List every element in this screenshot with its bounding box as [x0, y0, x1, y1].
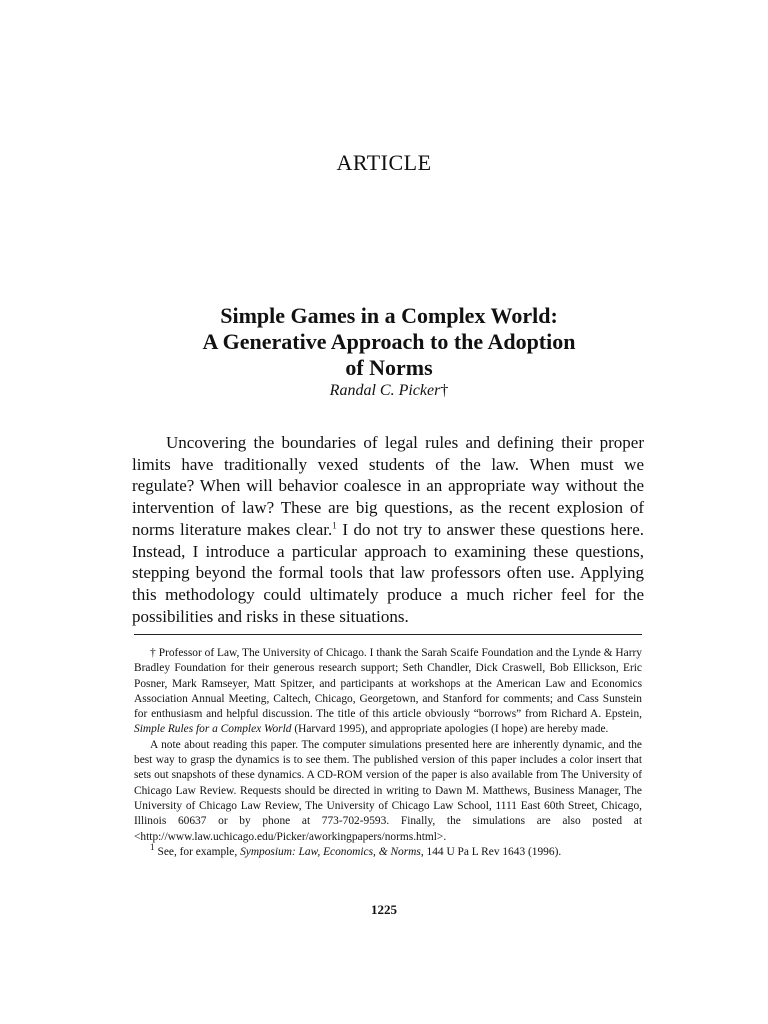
footnote-reading-note: A note about reading this paper. The computer simulations presented here are inherently dynamic, and the best way to grasp the dynamics is to see them. The published version of this paper includes a color insert that sets out snapshots of these dynamics. A CD-ROM version of the paper is also available from The University of Chicago Law Review. Requests should be directed in writing to Dawn M. Matthews, Business Manager, The University of Chicago Law Review, The University of Chicago Law School, 1111 East 60th Street, Chicago, Illinois 60637 or by phone at 773-702-9593. Finally, the simulations are also posted at <http://www.law.uchicago.edu/Picker/aworkingpapers/norms.html>.: [134, 738, 642, 843]
footnote-dagger-text-b: (Harvard 1995), and appropriate apologies (I hope) are hereby made.: [291, 723, 609, 736]
footnote-1: [134, 842, 642, 860]
footnote-1-symposium: Symposium: Law, Economics, & Norms: [240, 845, 421, 858]
intro-text-part-1: Uncovering the boundaries of legal rules and defining their proper limits have traditionally vexed students of the law. When must we regulate? When will behavior coalesce in an appropriate way without the intervention of law? These are big questions, as the recent explosion of norms literature makes clear.: [132, 433, 644, 539]
intro-paragraph: [132, 432, 644, 627]
footnote-1-text-b: , 144 U Pa L Rev 1643 (1996).: [420, 845, 562, 858]
footnote-ref-1[interactable]: 1: [332, 520, 337, 531]
intro-text-part-2: I do not try to answer these questions here. Instead, I introduce a particular approach to examining these questions, stepping beyond the formal tools that law professors often use. Applying this methodology could ultimately produce a much richer feel for the possibilities and risks in these situations.: [132, 519, 644, 626]
footnote-1-mark: 1: [150, 842, 155, 853]
author-byline: [120, 382, 658, 400]
article-title: [120, 303, 658, 381]
footnote-book-title: Simple Rules for a Complex World: [134, 723, 292, 736]
title-line-2: A Generative Approach to the Adoption: [202, 329, 576, 354]
title-line-1: Simple Games in a Complex World:: [220, 303, 558, 328]
footnote-dagger-text-a: Professor of Law, The University of Chicago. I thank the Sarah Scaife Foundation and the Lynde & Harry Bradley Foundation for their generous research support; Seth Chandler, Dick Craswell, Bob Ellickson, Eric Posner, Mark Ramseyer, Matt Spitzer, and participants at workshops at the American Law and Economics Association Annual Meeting, Caltech, Chicago, Georgetown, and Stanford for comments; and Cass Sunstein for enthusiasm and helpful discussion. The title of this article obviously “borrows” from Richard A. Epstein,: [134, 647, 642, 721]
footnote-dagger: [134, 646, 642, 738]
author-footnote-mark: †: [440, 382, 449, 399]
page-number: 1225: [371, 902, 397, 917]
footnote-divider: [134, 634, 642, 635]
footnote-1-text-a: See, for example,: [157, 845, 241, 858]
title-line-3: of Norms: [345, 355, 433, 380]
author-name: Randal C. Picker: [329, 382, 441, 399]
section-label: ARTICLE: [336, 150, 432, 175]
footnotes: [134, 646, 642, 860]
footnote-dagger-mark: †: [150, 647, 156, 659]
